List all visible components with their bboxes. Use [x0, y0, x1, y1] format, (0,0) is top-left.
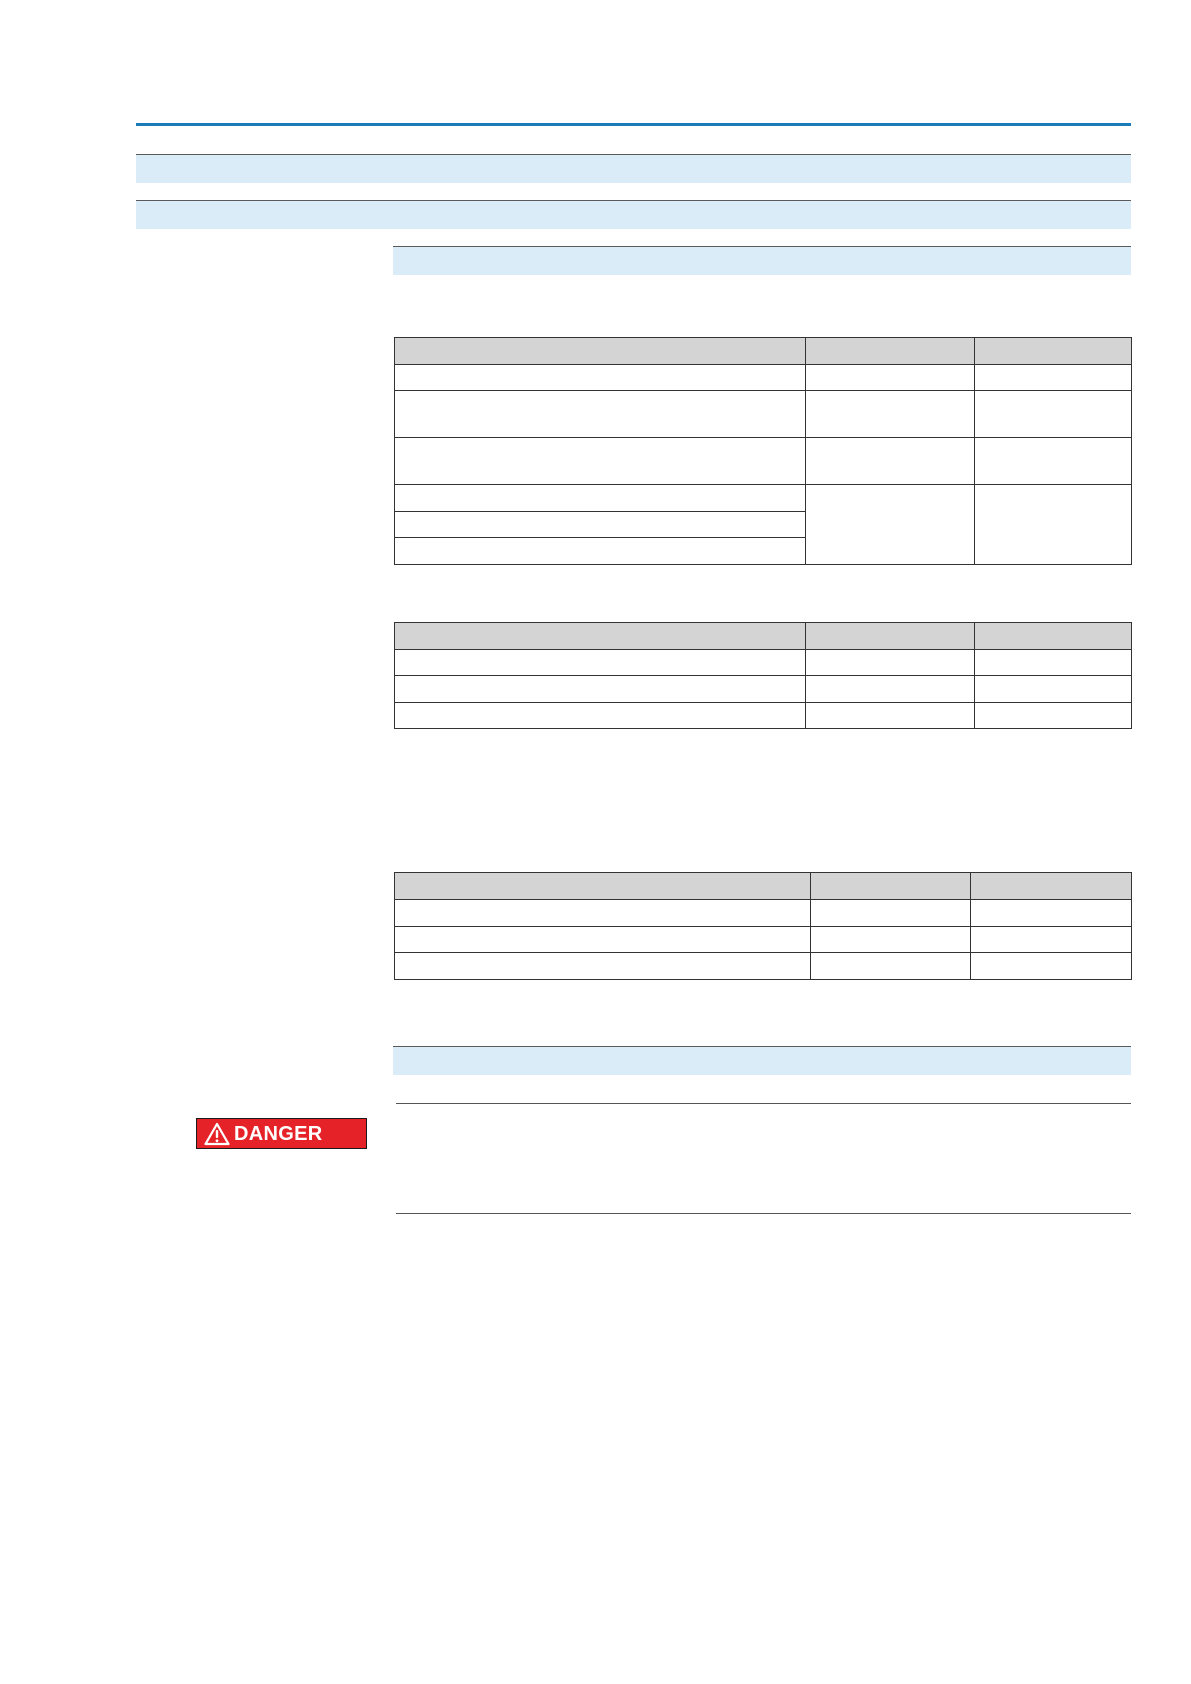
table-cell [971, 953, 1132, 980]
table-header-cell [395, 623, 806, 650]
table-cell [395, 650, 806, 676]
table-row [395, 438, 1132, 485]
table-cell [395, 703, 806, 729]
table-cell [806, 391, 975, 438]
table-row [395, 703, 1132, 729]
table-cell [971, 927, 1132, 953]
table-header-cell [811, 873, 971, 900]
table-cell [806, 438, 975, 485]
table-cell [975, 650, 1132, 676]
table-cell-merged [975, 485, 1132, 565]
table-header-cell [395, 338, 806, 365]
table-cell [395, 391, 806, 438]
table-cell [811, 927, 971, 953]
table-cell [395, 438, 806, 485]
table-header-row [395, 623, 1132, 650]
table-row [395, 485, 1132, 512]
table-cell [975, 703, 1132, 729]
table-header-cell [975, 338, 1132, 365]
table-cell [975, 438, 1132, 485]
warning-triangle-icon [204, 1122, 230, 1146]
table-row [395, 391, 1132, 438]
spec-table-3 [394, 872, 1132, 980]
table-row [395, 900, 1132, 927]
subsection-band-1 [393, 246, 1131, 275]
table-cell [395, 365, 806, 391]
table-header-row [395, 873, 1132, 900]
notice-bottom-rule [396, 1213, 1131, 1214]
table-cell [395, 676, 806, 703]
spec-table-1 [394, 337, 1132, 565]
danger-label: DANGER [234, 1122, 323, 1145]
section-band-2 [136, 200, 1131, 229]
table-cell [806, 676, 975, 703]
table-cell [971, 900, 1132, 927]
table-row [395, 927, 1132, 953]
table-header-cell [975, 623, 1132, 650]
table-cell [395, 900, 811, 927]
table-header-cell [806, 338, 975, 365]
subsection-band-2 [393, 1046, 1131, 1075]
notice-top-rule [396, 1103, 1131, 1104]
table-header-cell [971, 873, 1132, 900]
table-row [395, 365, 1132, 391]
table-cell-merged [806, 485, 975, 565]
section-band-1 [136, 154, 1131, 183]
table-cell [975, 391, 1132, 438]
table-cell [395, 953, 811, 980]
table-row [395, 676, 1132, 703]
table-row [395, 953, 1132, 980]
table-cell [395, 485, 806, 512]
spec-table-2 [394, 622, 1132, 729]
table-cell [395, 538, 806, 565]
table-cell [806, 650, 975, 676]
table-cell [975, 365, 1132, 391]
table-header-row [395, 338, 1132, 365]
table-cell [811, 900, 971, 927]
table-cell [395, 512, 806, 538]
top-accent-rule [136, 123, 1131, 126]
table-header-cell [395, 873, 811, 900]
table-cell [395, 927, 811, 953]
table-cell [975, 676, 1132, 703]
table-row [395, 650, 1132, 676]
table-cell [811, 953, 971, 980]
table-cell [806, 703, 975, 729]
table-header-cell [806, 623, 975, 650]
table-cell [806, 365, 975, 391]
danger-badge [196, 1118, 367, 1149]
